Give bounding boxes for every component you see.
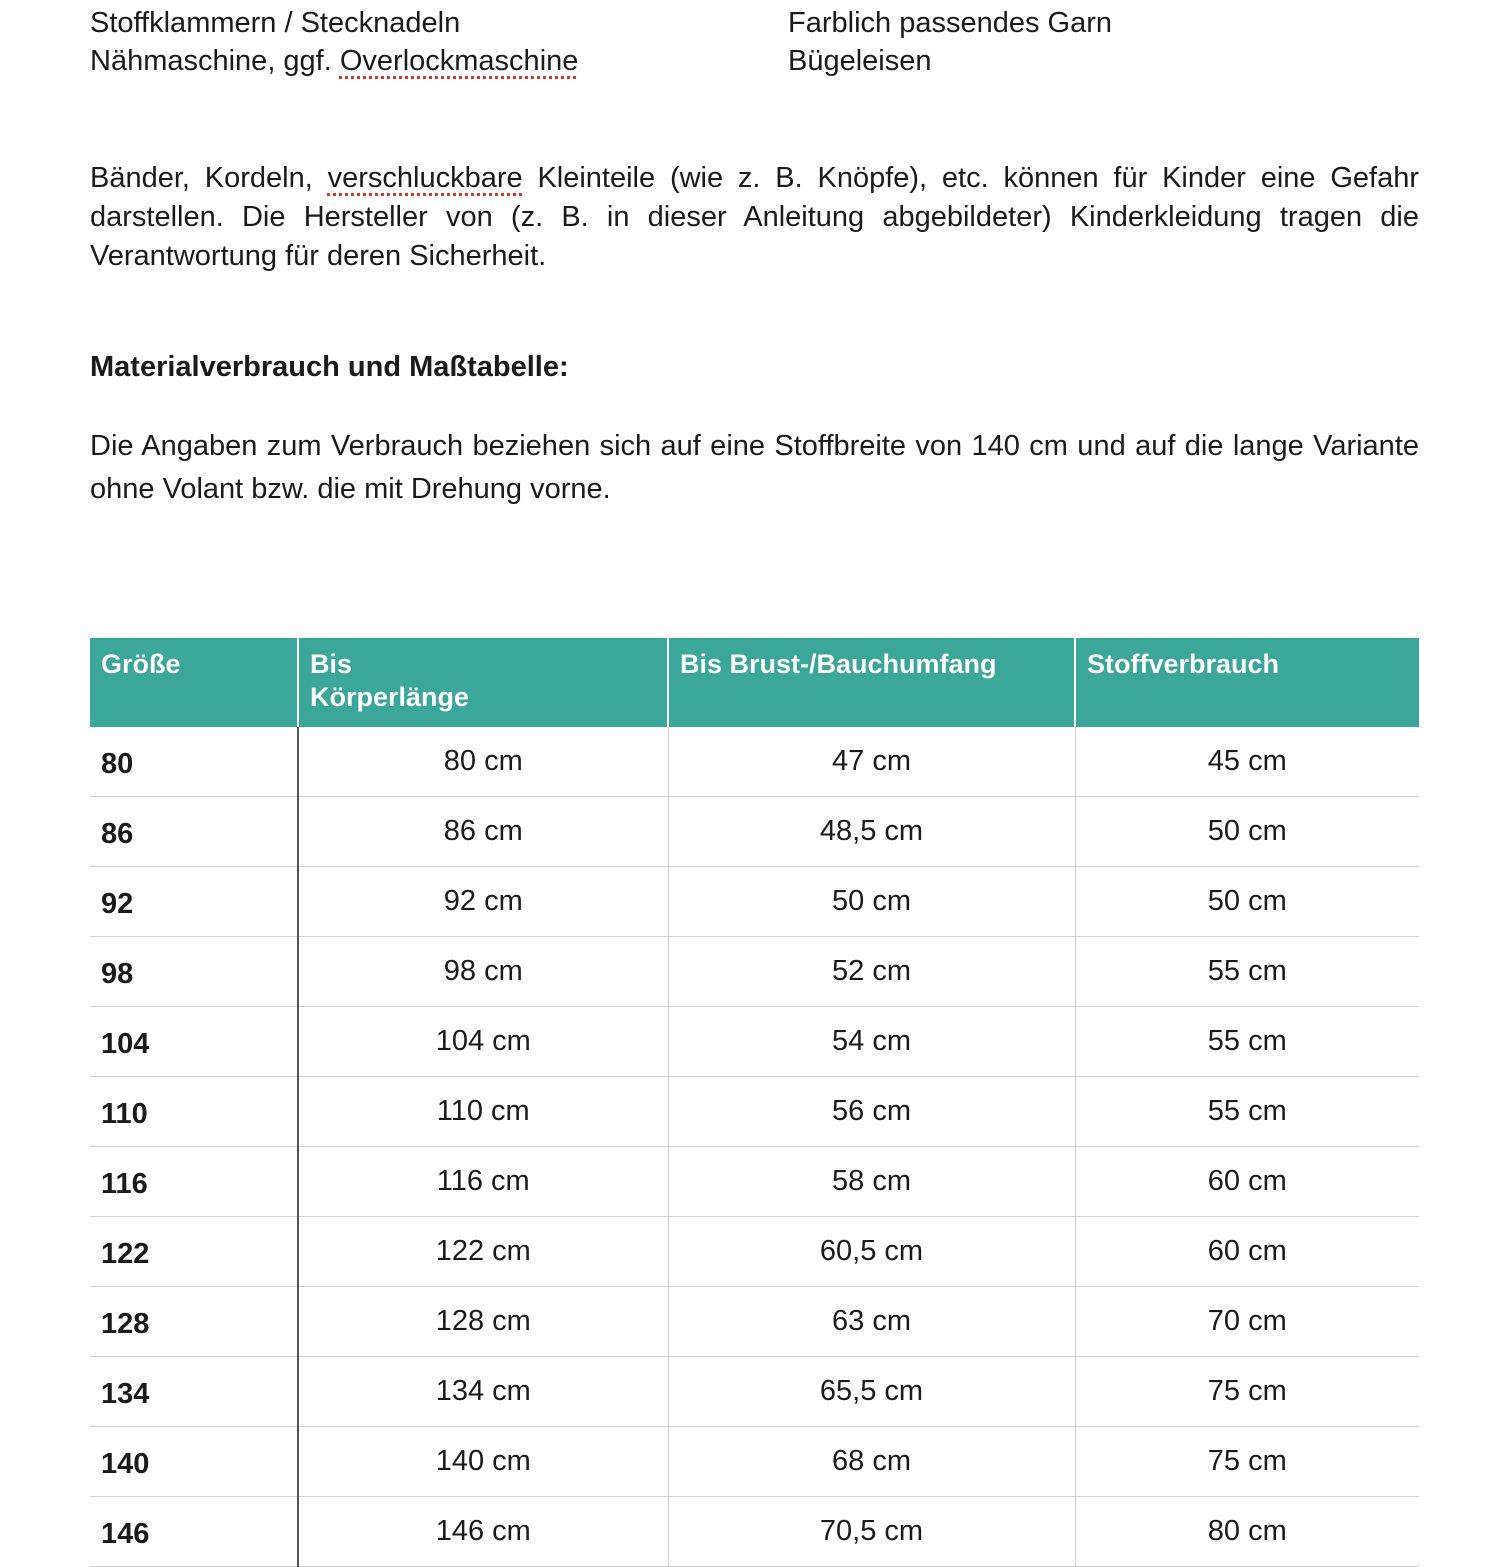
table-cell: 80 cm <box>1075 1497 1419 1567</box>
table-header-row <box>90 638 1419 727</box>
table-row <box>90 797 1419 867</box>
material-item <box>90 42 578 80</box>
table-cell: 60 cm <box>1075 1217 1419 1287</box>
table-row <box>90 727 1419 797</box>
table-cell: 110 cm <box>298 1077 668 1147</box>
section-intro: Die Angaben zum Verbrauch beziehen sich auf eine Stoffbreite von 140 cm und auf die lange Variante ohne Volant bzw. die mit Drehung vorne. <box>90 430 1419 505</box>
table-cell: 50 cm <box>1075 867 1419 937</box>
table-cell: 52 cm <box>668 937 1075 1007</box>
table-row <box>90 1147 1419 1217</box>
size-cell: 98 <box>90 937 298 1007</box>
table-header-cell: Bis Körperlänge <box>298 638 668 727</box>
table-cell: 68 cm <box>668 1427 1075 1497</box>
table-cell: 47 cm <box>668 727 1075 797</box>
table-cell: 55 cm <box>1075 1007 1419 1077</box>
table-cell: 60 cm <box>1075 1147 1419 1217</box>
table-cell: 60,5 cm <box>668 1217 1075 1287</box>
table-row <box>90 867 1419 937</box>
table-cell: 48,5 cm <box>668 797 1075 867</box>
size-cell: 116 <box>90 1147 298 1217</box>
table-cell: 70,5 cm <box>668 1497 1075 1567</box>
table-cell: 75 cm <box>1075 1357 1419 1427</box>
table-cell: 56 cm <box>668 1077 1075 1147</box>
spellcheck-word[interactable]: verschluckbare <box>327 162 523 194</box>
table-cell: 134 cm <box>298 1357 668 1427</box>
table-cell: 80 cm <box>298 727 668 797</box>
table-row <box>90 1077 1419 1147</box>
table-cell: 54 cm <box>668 1007 1075 1077</box>
table-cell: 70 cm <box>1075 1287 1419 1357</box>
table-cell: 75 cm <box>1075 1427 1419 1497</box>
material-item-text: Nähmaschine, ggf. <box>90 45 340 77</box>
table-cell: 63 cm <box>668 1287 1075 1357</box>
table-cell: 45 cm <box>1075 727 1419 797</box>
table-cell: 116 cm <box>298 1147 668 1217</box>
materials-list-left <box>90 4 578 80</box>
table-cell: 50 cm <box>1075 797 1419 867</box>
table-cell: 140 cm <box>298 1427 668 1497</box>
size-cell: 86 <box>90 797 298 867</box>
table-cell: 128 cm <box>298 1287 668 1357</box>
safety-warning <box>90 159 1419 276</box>
material-item: Farblich passendes Garn <box>788 7 1112 39</box>
warning-text: Bänder, Kordeln, <box>90 162 328 194</box>
size-cell: 146 <box>90 1497 298 1567</box>
table-row <box>90 1497 1419 1567</box>
size-cell: 128 <box>90 1287 298 1357</box>
table-cell: 55 cm <box>1075 1077 1419 1147</box>
material-item: Bügeleisen <box>788 45 932 77</box>
warning-text: Kleinteile (wie z. B. Knöpfe), etc. können für Kinder eine Gefahr darstellen. Die Hersteller von (z. B. in dieser Anleitung abgebildeter) Kinderkleidung tragen die Verantwortung für deren Sicherheit. <box>90 162 1419 272</box>
section-heading: Materialverbrauch und Maßtabelle: <box>90 351 569 383</box>
table-cell: 86 cm <box>298 797 668 867</box>
spellcheck-word[interactable]: Overlockmaschine <box>339 45 579 77</box>
table-cell: 55 cm <box>1075 937 1419 1007</box>
table-row <box>90 1427 1419 1497</box>
table-header-cell: Stoffverbrauch <box>1075 638 1419 727</box>
size-table-body <box>90 727 1419 1567</box>
size-cell: 80 <box>90 727 298 797</box>
table-cell: 122 cm <box>298 1217 668 1287</box>
size-cell: 122 <box>90 1217 298 1287</box>
table-cell: 104 cm <box>298 1007 668 1077</box>
material-item: Stoffklammern / Stecknadeln <box>90 7 461 39</box>
table-row <box>90 937 1419 1007</box>
table-header-cell: Bis Brust-/Bauchumfang <box>668 638 1075 727</box>
table-cell: 146 cm <box>298 1497 668 1567</box>
table-row <box>90 1217 1419 1287</box>
size-cell: 92 <box>90 867 298 937</box>
table-row <box>90 1007 1419 1077</box>
table-row <box>90 1357 1419 1427</box>
size-cell: 140 <box>90 1427 298 1497</box>
materials-list-right <box>788 4 1112 80</box>
table-cell: 92 cm <box>298 867 668 937</box>
table-cell: 98 cm <box>298 937 668 1007</box>
size-cell: 110 <box>90 1077 298 1147</box>
size-table-header <box>90 638 1419 727</box>
table-row <box>90 1287 1419 1357</box>
table-cell: 50 cm <box>668 867 1075 937</box>
table-cell: 58 cm <box>668 1147 1075 1217</box>
table-cell: 65,5 cm <box>668 1357 1075 1427</box>
size-cell: 134 <box>90 1357 298 1427</box>
size-table <box>90 638 1419 1567</box>
table-header-cell: Größe <box>90 638 298 727</box>
size-cell: 104 <box>90 1007 298 1077</box>
